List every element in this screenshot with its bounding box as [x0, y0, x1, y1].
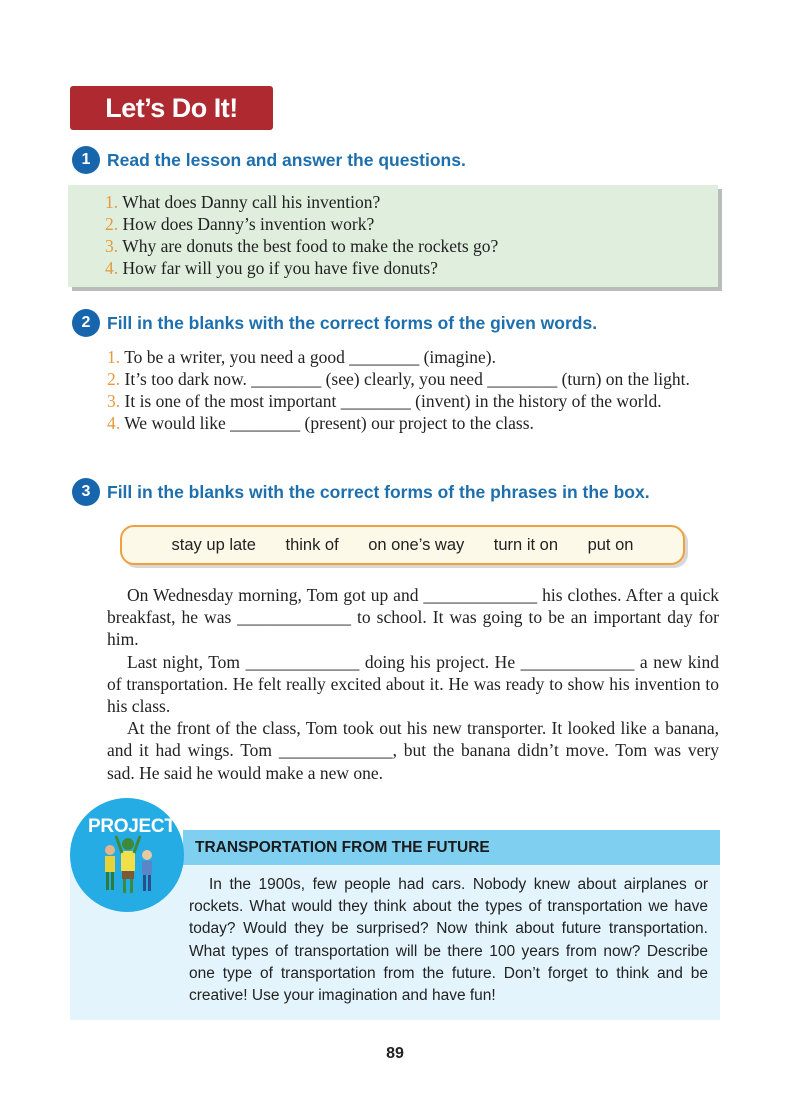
phrase: think of: [285, 535, 339, 554]
list-item: 4. We would like ________ (present) our project to the class.: [107, 413, 534, 433]
lets-do-it-title: Let’s Do It!: [70, 86, 273, 130]
section-number-badge: 1: [72, 146, 100, 174]
fill-blanks-list: [107, 346, 727, 434]
phrase-box: [120, 525, 685, 565]
list-item: 2. It’s too dark now. ________ (see) clearly, you need ________ (turn) on the light.: [107, 369, 690, 389]
project-text: [189, 874, 708, 1007]
section-3-heading: [72, 478, 650, 506]
phrase: turn it on: [493, 535, 559, 554]
paragraph: At the front of the class, Tom took out his new transporter. It looked like a banana, and it had wings. Tom _____________, but the banana didn’t move. Tom was very sad. He said he would make a new one.: [107, 718, 719, 783]
page-number: 89: [386, 1045, 404, 1062]
section-heading-text: Fill in the blanks with the correct forms of the phrases in the box.: [107, 481, 650, 502]
phrase: put on: [587, 535, 634, 554]
questions-list: [105, 191, 498, 279]
project-title: TRANSPORTATION FROM THE FUTURE: [183, 830, 720, 865]
kids-icon: [105, 836, 152, 893]
list-item: 3. It is one of the most important ________ (invent) in the history of the world.: [107, 391, 662, 411]
list-item: 3. Why are donuts the best food to make the rockets go?: [105, 236, 499, 256]
list-item: 2. How does Danny’s invention work?: [105, 214, 375, 234]
list-item: 1. What does Danny call his invention?: [105, 192, 381, 212]
paragraph: On Wednesday morning, Tom got up and _____________ his clothes. After a quick breakfast, he was _____________ to school. It was going to be an important day for him.: [107, 585, 719, 650]
phrase: on one’s way: [368, 535, 465, 554]
section-number-badge: 3: [72, 478, 100, 506]
list-item: 4. How far will you go if you have five donuts?: [105, 258, 438, 278]
section-2-heading: [72, 309, 597, 337]
passage: [107, 584, 719, 784]
section-number-badge: 2: [72, 309, 100, 337]
project-paragraph: In the 1900s, few people had cars. Nobody knew about airplanes or rockets. What would they think about the types of transportation we have today? Would they be surprised? Now think about future transportation. What types of transportation will be there 100 years from now? Describe one type of transportation from the future. Don’t forget to think and be creative! Use your imagination and have fun!: [189, 876, 708, 1005]
section-1-heading: [72, 146, 466, 174]
section-heading-text: Fill in the blanks with the correct forms of the given words.: [107, 312, 598, 333]
section-heading-text: Read the lesson and answer the questions.: [107, 149, 466, 170]
project-label: PROJECT: [88, 816, 176, 837]
list-item: 1. To be a writer, you need a good ________ (imagine).: [107, 347, 496, 367]
phrase: stay up late: [171, 535, 256, 554]
paragraph: Last night, Tom _____________ doing his project. He _____________ a new kind of transportation. He felt really excited about it. He was ready to show his invention to his class.: [107, 651, 719, 717]
